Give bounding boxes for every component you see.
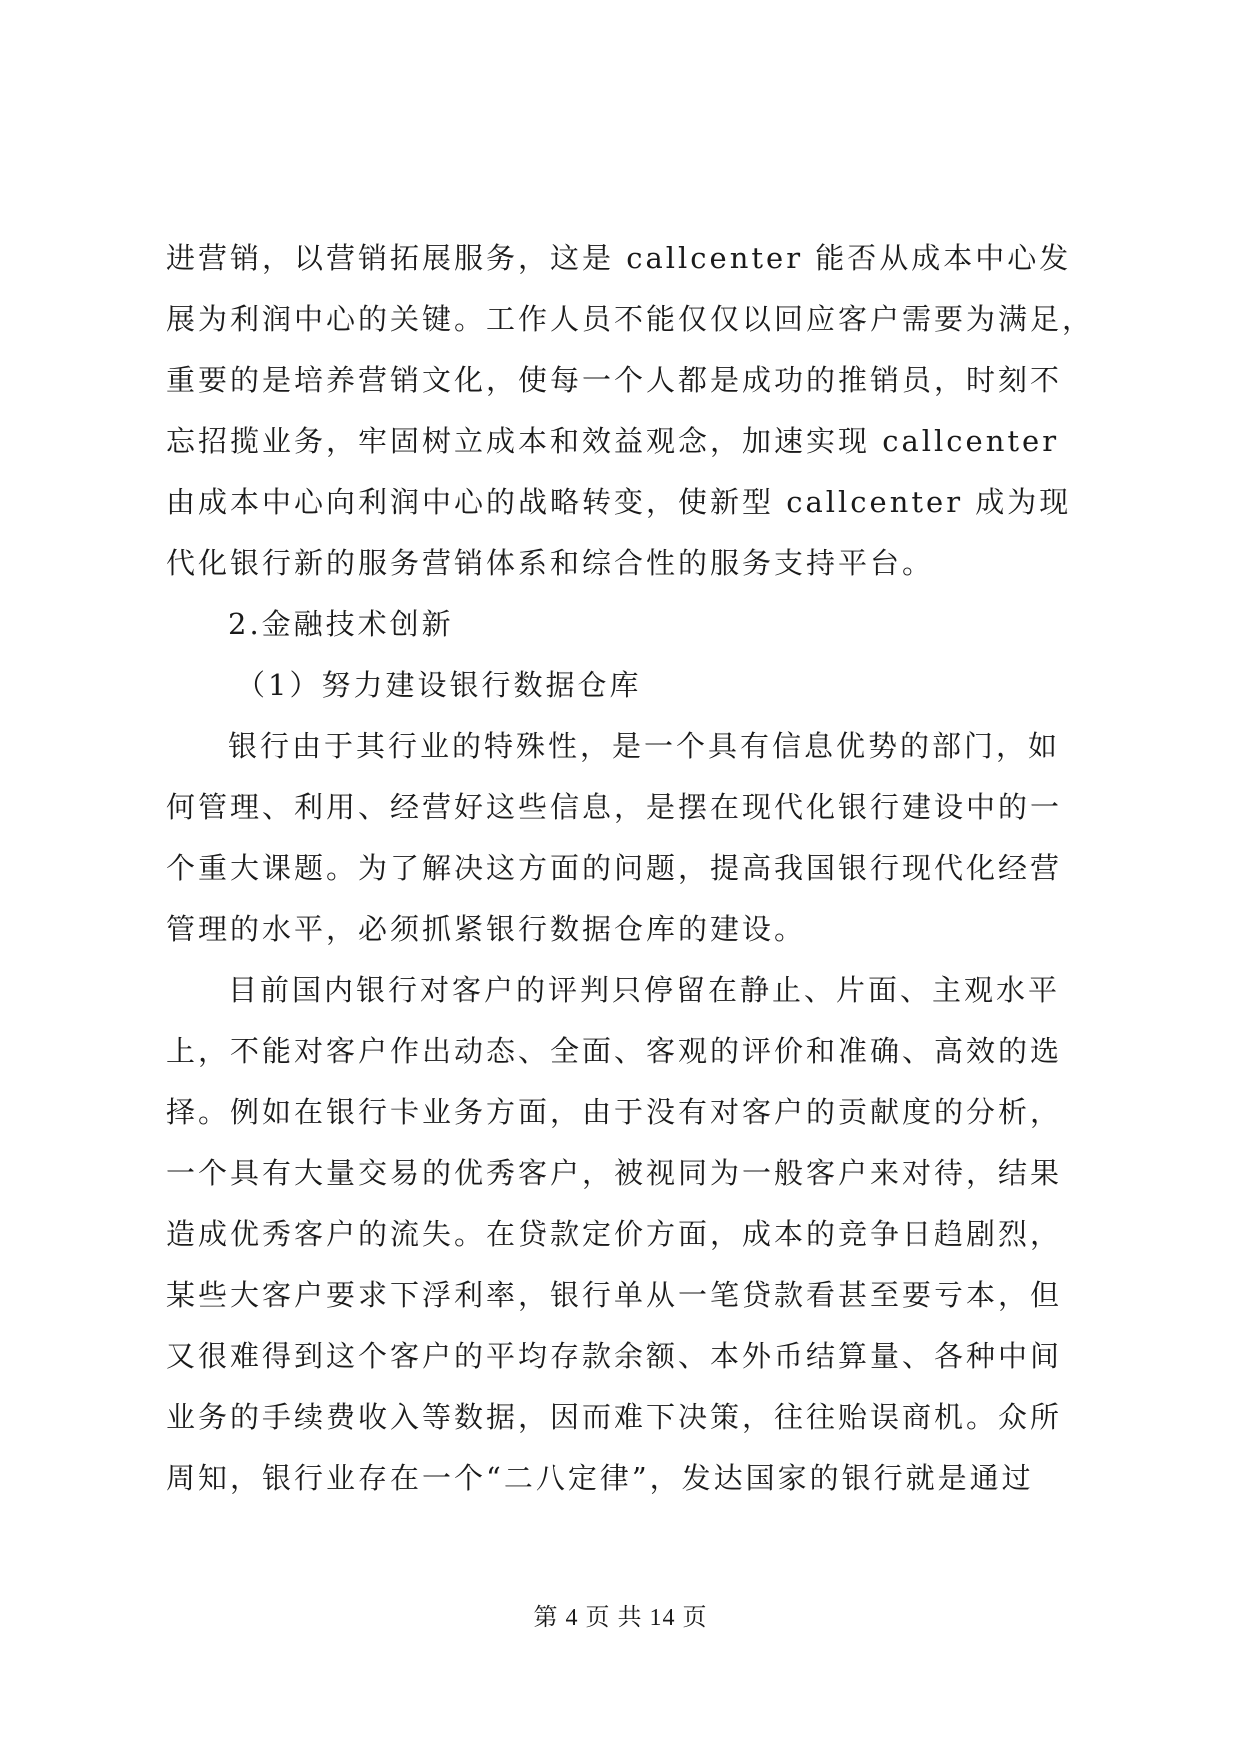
body-text <box>166 228 1126 1509</box>
text-line: 进营销，以营销拓展服务，这是 callcenter 能否从成本中心发 <box>166 241 1072 275</box>
text-line: 代化银行新的服务营销体系和综合性的服务支持平台。 <box>166 546 935 580</box>
page-footer: 第 4 页 共 14 页 <box>533 1605 708 1631</box>
text-line: 择。例如在银行卡业务方面，由于没有对客户的贡献度的分析， <box>166 1095 1063 1129</box>
text-line: 重要的是培养营销文化，使每一个人都是成功的推销员，时刻不 <box>166 363 1063 397</box>
text-line: 又很难得到这个客户的平均存款余额、本外币结算量、各种中间 <box>166 1339 1063 1373</box>
text-line: 个重大课题。为了解决这方面的问题，提高我国银行现代化经营 <box>166 851 1063 885</box>
section-heading: 2.金融技术创新 <box>228 607 454 641</box>
text-line: 业务的手续费收入等数据，因而难下决策，往往贻误商机。众所 <box>166 1400 1063 1434</box>
text-line: 银行由于其行业的特殊性，是一个具有信息优势的部门，如 <box>228 729 1061 763</box>
text-line: 某些大客户要求下浮利率，银行单从一笔贷款看甚至要亏本，但 <box>166 1278 1063 1312</box>
text-line: 展为利润中心的关键。工作人员不能仅仅以回应客户需要为满足， <box>166 302 1095 336</box>
text-line: 由成本中心向利润中心的战略转变，使新型 callcenter 成为现 <box>166 485 1072 519</box>
text-line: 造成优秀客户的流失。在贷款定价方面，成本的竞争日趋剧烈， <box>166 1217 1063 1251</box>
text-line: 目前国内银行对客户的评判只停留在静止、片面、主观水平 <box>228 973 1061 1007</box>
text-line: 何管理、利用、经营好这些信息，是摆在现代化银行建设中的一 <box>166 790 1063 824</box>
text-line: 周知，银行业存在一个“二八定律”，发达国家的银行就是通过 <box>166 1461 1034 1495</box>
text-line: 管理的水平，必须抓紧银行数据仓库的建设。 <box>166 912 807 946</box>
subsection-heading: （1）努力建设银行数据仓库 <box>236 668 642 702</box>
text-line: 忘招揽业务，牢固树立成本和效益观念，加速实现 callcenter <box>166 424 1060 458</box>
text-line: 上，不能对客户作出动态、全面、客观的评价和准确、高效的选 <box>166 1034 1063 1068</box>
text-line: 一个具有大量交易的优秀客户，被视同为一般客户来对待，结果 <box>166 1156 1063 1190</box>
